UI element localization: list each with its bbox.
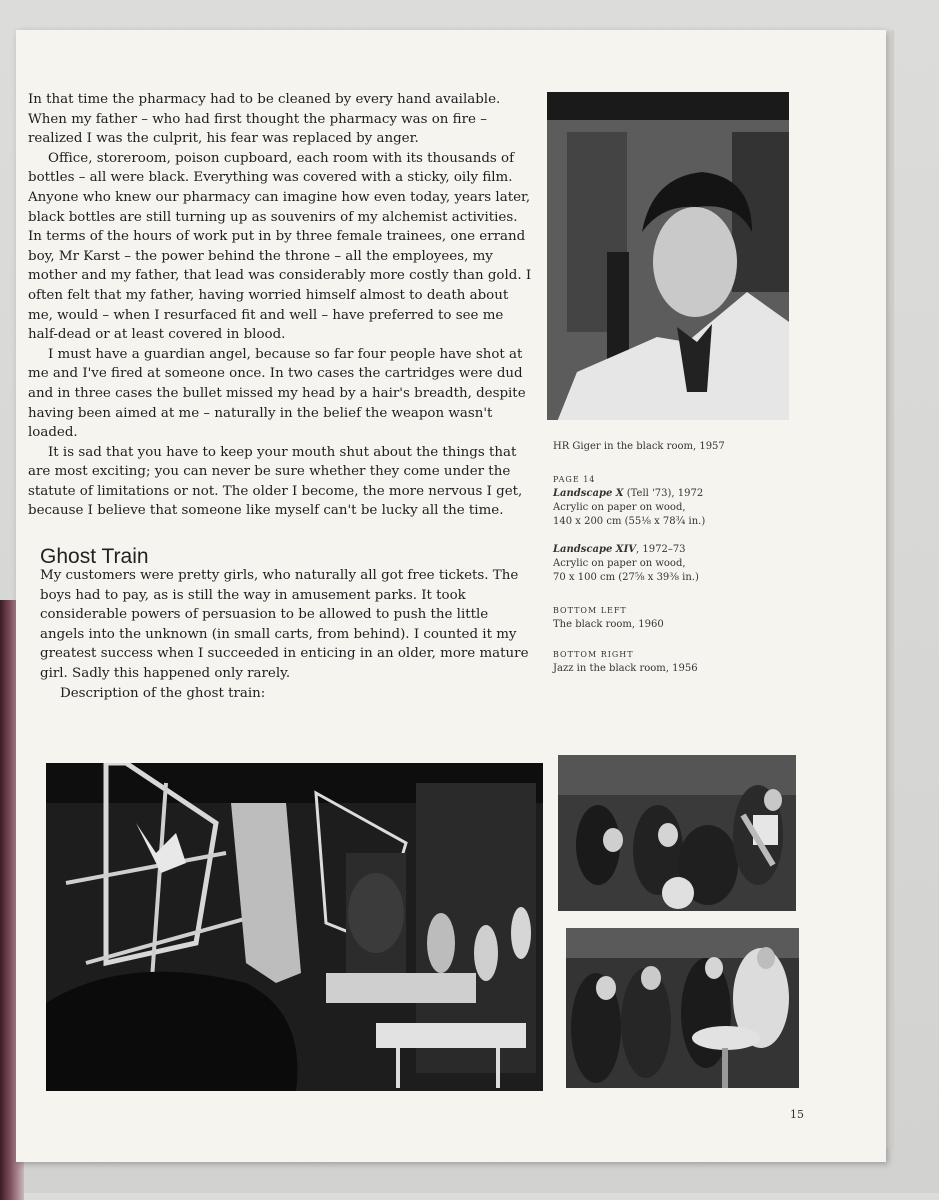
page-number: 15 [790,1108,804,1121]
paragraph: My customers were pretty girls, who naturally all got free tickets. The boys had to pay, as is still the way in amusement parks. It took considerable powers of persuasion to be allowed to push the little angels into the unknown (in small carts, from behind). I counted it my greatest success when I succeeded in enticing in an older, more mature girl. Sadly this happened only rarely. [40,568,529,681]
caption-text: Jazz in the black room, 1956 [553,663,698,674]
jazz-photo-top [558,755,796,911]
caption-portrait: HR Giger in the black room, 1957 [553,441,725,452]
artwork-title: Landscape X [553,488,624,499]
caption-medium: Acrylic on paper on wood, [553,502,686,513]
artwork-title: Landscape XIV [553,544,637,555]
caption-page14 [553,473,753,529]
caption-title-line [553,543,753,557]
artwork-title-rest: (Tell '73), 1972 [623,488,704,499]
caption-bottom-left [553,604,753,632]
paragraph: Office, storeroom, poison cupboard, each room with its thousands of bottles – all were black. Everything was covered with a sticky, oily film. Anyone who knew our pharmacy can imagine how even today, years later, black bottles are still turning up as souvenirs of my alchemist activities. In terms of the hours of work put in by three female trainees, one errand boy, Mr Karst – the power behind the throne – all the employees, my mother and my father, that lead was considerably more costly than gold. I often felt that my father, having worried himself almost to death about me, would – when I resurfaced fit and well – have preferred to see me half-dead or at least covered in blood. [28,150,532,343]
caption-label: BOTTOM RIGHT [553,650,634,659]
paragraph: It is sad that you have to keep your mouth shut about the things that are most exciting; you can never be sure whether they come under the statute of limitations or not. The older I become, the more nervous I get, because I believe that someone like myself can't be lucky all the time. [28,444,523,519]
caption-label: BOTTOM LEFT [553,606,627,615]
caption-landscape-xiv [553,543,753,585]
section-heading: Ghost Train [40,545,149,568]
caption-label: PAGE 14 [553,475,596,484]
body-text-ghost [40,566,530,703]
black-room-photo [46,763,543,1091]
artwork-title-rest: , 1972–73 [636,544,686,555]
caption-text: The black room, 1960 [553,619,664,630]
caption-bottom-right [553,648,753,676]
paragraph: Description of the ghost train: [60,685,266,701]
portrait-photo [547,92,789,420]
caption-medium: Acrylic on paper on wood, [553,558,686,569]
body-text-top [28,90,533,521]
paragraph: In that time the pharmacy had to be cleaned by every hand available. When my father – who had first thought the pharmacy was on fire – realized I was the culprit, his fear was replaced by anger. [28,92,501,147]
caption-size: 140 x 200 cm (55⅛ x 78¾ in.) [553,516,706,527]
paragraph: I must have a guardian angel, because so far four people have shot at me and I've fired at someone once. In two cases the cartridges were dud and in three cases the bullet missed my head by a hair's breadth, despite having been aimed at me – naturally in the belief the weapon wasn't loaded. [28,346,526,441]
jazz-photo-bottom [566,928,799,1088]
caption-size: 70 x 100 cm (27⅝ x 39⅜ in.) [553,572,699,583]
caption-title-line [553,487,753,501]
